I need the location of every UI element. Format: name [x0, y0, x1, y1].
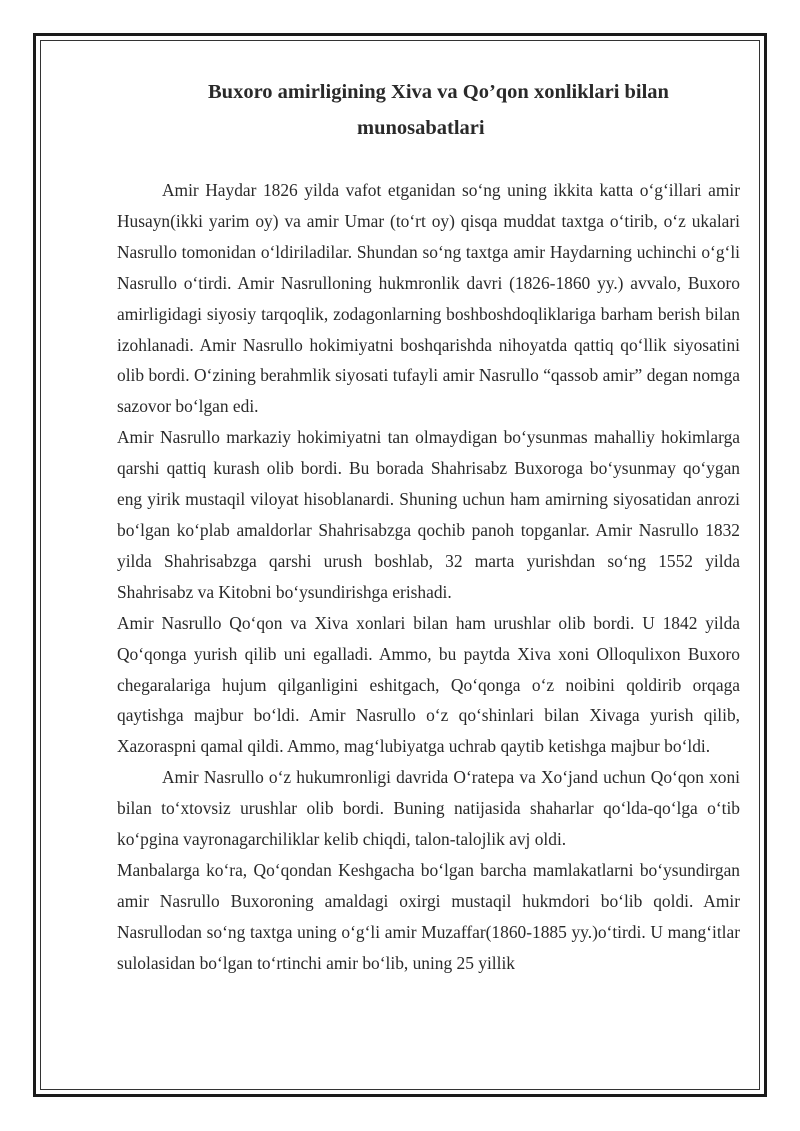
document-body [117, 175, 740, 979]
document-title [0, 74, 800, 146]
paragraph-1: Amir Haydar 1826 yilda vafot etganidan so‘ng uning ikkita katta o‘g‘illari amir Husayn(ikki yarim oy) va amir Umar (to‘rt oy) qisqa muddat taxtga o‘tirib, o‘z ukalari Nasrullo tomonidan o‘ldiriladilar. Shundan so‘ng taxtga amir Haydarning uchinchi o‘g‘li Nasrullo o‘tirdi. Amir Nasrulloning hukmronlik davri (1826-1860 yy.) avvalo, Buxoro amirligidagi siyosiy tarqoqlik, zodagonlarning boshboshdoqliklariga barham berish bilan izohlanadi. Amir Nasrullo hokimiyatni boshqarishda nihoyatda qattiq qo‘llik siyosatini olib bordi. O‘zining berahmlik siyosati tufayli amir Nasrullo “qassob amir” degan nomga sazovor bo‘lgan edi. [117, 180, 740, 417]
title-line-1: Buxoro amirligining Xiva va Qo’qon xonliklari bilan [208, 81, 669, 103]
paragraph-3: Amir Nasrullo Qo‘qon va Xiva xonlari bilan ham urushlar olib bordi. U 1842 yilda Qo‘qonga yurish qilib uni egalladi. Ammo, bu paytda Xiva xoni Olloqulixon Buxoro chegaralariga hujum qilganligini eshitgach, Qo‘qonga o‘z noibini qoldirib orqaga qaytishga majbur bo‘ldi. Amir Nasrullo o‘z qo‘shinlari bilan Xivaga yurish qilib, Xazoraspni qamal qildi. Ammo, mag‘lubiyatga uchrab qaytib ketishga majbur bo‘ldi. [117, 612, 740, 757]
title-line-2: munosabatlari [357, 117, 485, 139]
paragraph-5: Manbalarga ko‘ra, Qo‘qondan Keshgacha bo‘lgan barcha mamlakatlarni bo‘ysundirgan amir Nasrullo Buxoroning amaldagi oxirgi mustaqil hukmdori bo‘lib qoldi. Amir Nasrullodan so‘ng taxtga uning o‘g‘li amir Muzaffar(1860-1885 yy.)o‘tirdi. U mang‘itlar sulolasidan bo‘lgan to‘rtinchi amir bo‘lib, uning 25 yillik [117, 859, 740, 973]
paragraph-2: Amir Nasrullo markaziy hokimiyatni tan olmaydigan bo‘ysunmas mahalliy hokimlarga qarshi qattiq kurash olib bordi. Bu borada Shahrisabz Buxoroga bo‘ysunmay qo‘ygan eng yirik mustaqil viloyat hisoblanardi. Shuning uchun ham amirning siyosatidan anrozi bo‘lgan ko‘plab amaldorlar Shahrisabzga qochib panoh topganlar. Amir Nasrullo 1832 yilda Shahrisabzga qarshi urush boshlab, 32 marta yurishdan so‘ng 1552 yilda Shahrisabz va Kitobni bo‘ysundirishga erishadi. [117, 427, 740, 602]
paragraph-4: Amir Nasrullo o‘z hukumronligi davrida O‘ratepa va Xo‘jand uchun Qo‘qon xoni bilan to‘xtovsiz urushlar olib bordi. Buning natijasida shaharlar qo‘lda-qo‘lga o‘tib ko‘pgina vayronagarchiliklar kelib chiqdi, talon-talojlik avj oldi. [117, 767, 740, 850]
